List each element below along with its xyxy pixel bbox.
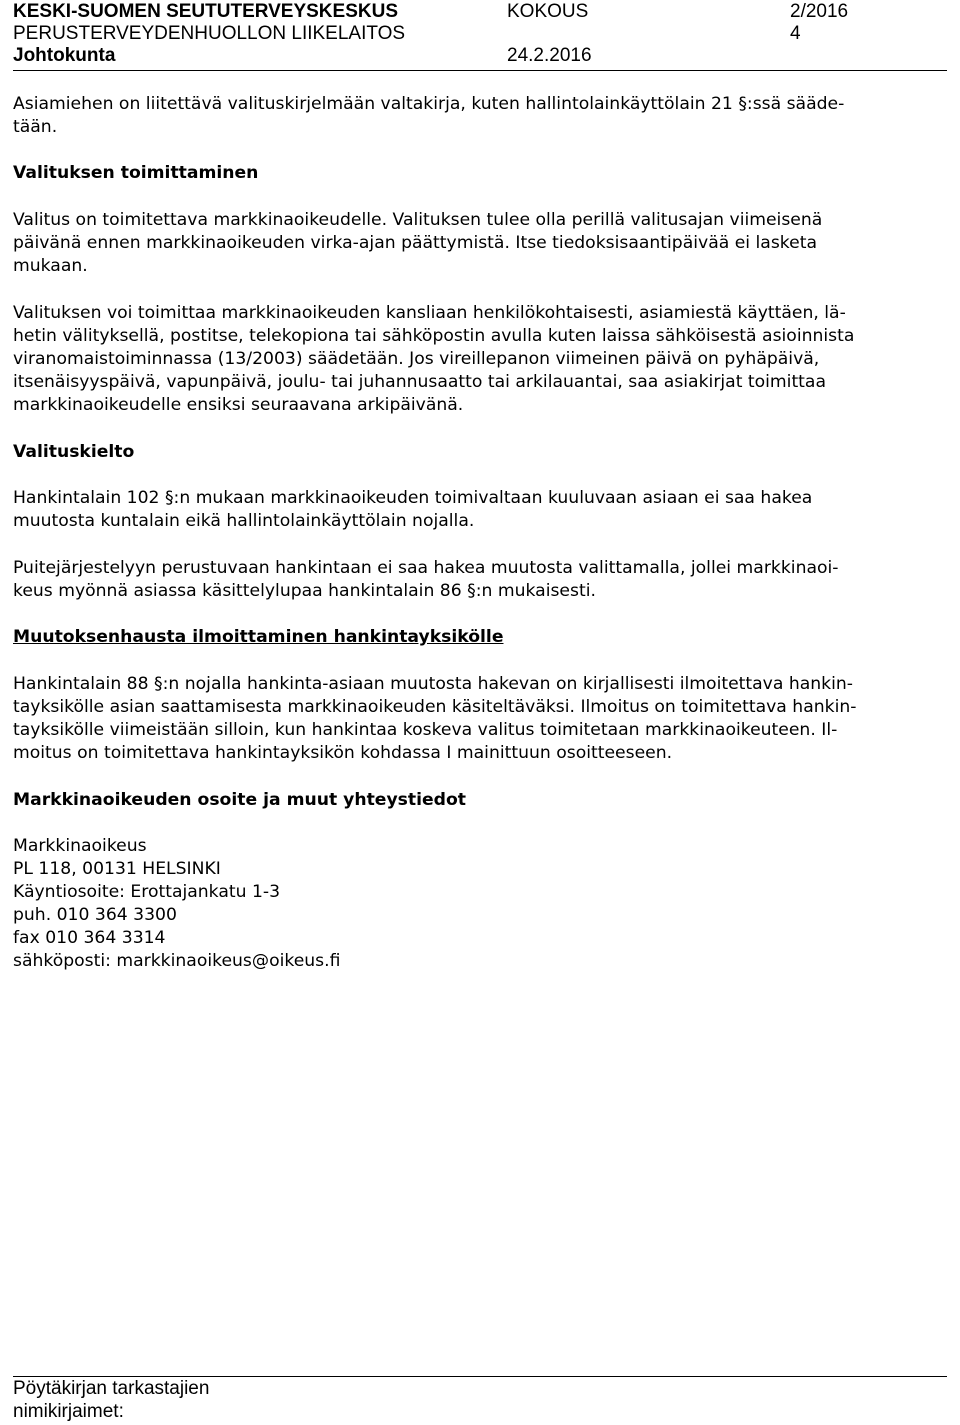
paragraph-deadline [13,209,953,278]
fax-number: fax 010 364 3314 [13,928,166,948]
text-line: Puitejärjestelyyn perustuvaan hankintaan ei saa hakea muutosta valittamalla, jollei markkinaoi- [13,558,839,578]
paragraph-delivery-methods [13,302,953,417]
phone-number: puh. 010 364 3300 [13,905,177,925]
text-line: tayksikölle viimeistään silloin, kun hankintaa koskeva valitus toimitetaan markkinaoikeuteen. Il- [13,720,838,740]
text-line: tayksikölle asian saattamisesta markkinaoikeuden käsiteltäväksi. Ilmoitus on toimitettava hankin- [13,697,857,717]
paragraph-procurement-act [13,487,953,533]
document-type: KOKOUS [507,1,589,22]
text-line: Valituksen voi toimittaa markkinaoikeuden kansliaan henkilökohtaisesti, asiamiestä käyttäen, lä- [13,303,846,323]
text-line: hetin välityksellä, postitse, telekopiona tai sähköpostin avulla kuten laissa sähköisestä asioinnista [13,326,855,346]
text-line: moitus on toimitettava hankintayksikön kohdassa I mainittuun osoitteeseen. [13,743,673,763]
heading-notification: Muutoksenhausta ilmoittaminen hankintayksikölle [13,627,504,647]
text-line: Hankintalain 102 §:n mukaan markkinaoikeuden toimivaltaan kuuluvaan asiaan ei saa hakea [13,488,813,508]
text-line: päivänä ennen markkinaoikeuden virka-ajan päättymistä. Itse tiedoksisaantipäivää ei lasketa [13,233,817,253]
department-name: PERUSTERVEYDENHUOLLON LIIKELAITOS [13,23,406,44]
page-number: 4 [790,23,801,44]
email-address: sähköposti: markkinaoikeus@oikeus.fi [13,951,341,971]
footer-initials-label: nimikirjaimet: [13,1401,124,1422]
text-line: Hankintalain 88 §:n nojalla hankinta-asiaan muutosta hakevan on kirjallisesti ilmoitettava hankin- [13,674,853,694]
heading-appeal-ban: Valituskielto [13,442,135,462]
paragraph-authorization [13,93,953,139]
organization-name: KESKI-SUOMEN SEUTUTERVEYSKESKUS [13,1,398,22]
paragraph-notification-duty [13,673,953,765]
postal-address: PL 118, 00131 HELSINKI [13,859,221,879]
text-line: itsenäisyyspäivä, vapunpäivä, joulu- tai juhannusaatto tai arkilauantai, saa asiakirjat toimittaa [13,372,826,392]
court-name: Markkinaoikeus [13,836,147,856]
text-line: Asiamiehen on liitettävä valituskirjelmään valtakirja, kuten hallintolainkäyttölain 21 §:ssä sääde- [13,94,845,114]
text-line: muutosta kuntalain eikä hallintolainkäyttölain nojalla. [13,511,475,531]
meeting-date: 24.2.2016 [507,45,592,66]
text-line: viranomaistoiminnassa (13/2003) säädetään. Jos vireillepanon viimeinen päivä on pyhäpäivä, [13,349,820,369]
text-line: tään. [13,117,58,137]
document-header [13,0,947,71]
heading-contact-info: Markkinaoikeuden osoite ja muut yhteystiedot [13,790,466,810]
heading-submission: Valituksen toimittaminen [13,163,259,183]
text-line: Valitus on toimitettava markkinaoikeudelle. Valituksen tulee olla perillä valitusajan viimeisenä [13,210,823,230]
visiting-address: Käyntiosoite: Erottajankatu 1-3 [13,882,281,902]
paragraph-framework-agreement [13,557,953,603]
text-line: markkinaoikeudelle ensiksi seuraavana arkipäivänä. [13,395,464,415]
text-line: keus myönnä asiassa käsittelylupaa hankintalain 86 §:n mukaisesti. [13,581,596,601]
meeting-number: 2/2016 [790,1,849,22]
footer-inspectors-label: Pöytäkirjan tarkastajien [13,1378,210,1399]
document-footer [13,1376,947,1423]
governing-body: Johtokunta [13,45,116,66]
text-line: mukaan. [13,256,88,276]
court-address-block [13,835,953,973]
